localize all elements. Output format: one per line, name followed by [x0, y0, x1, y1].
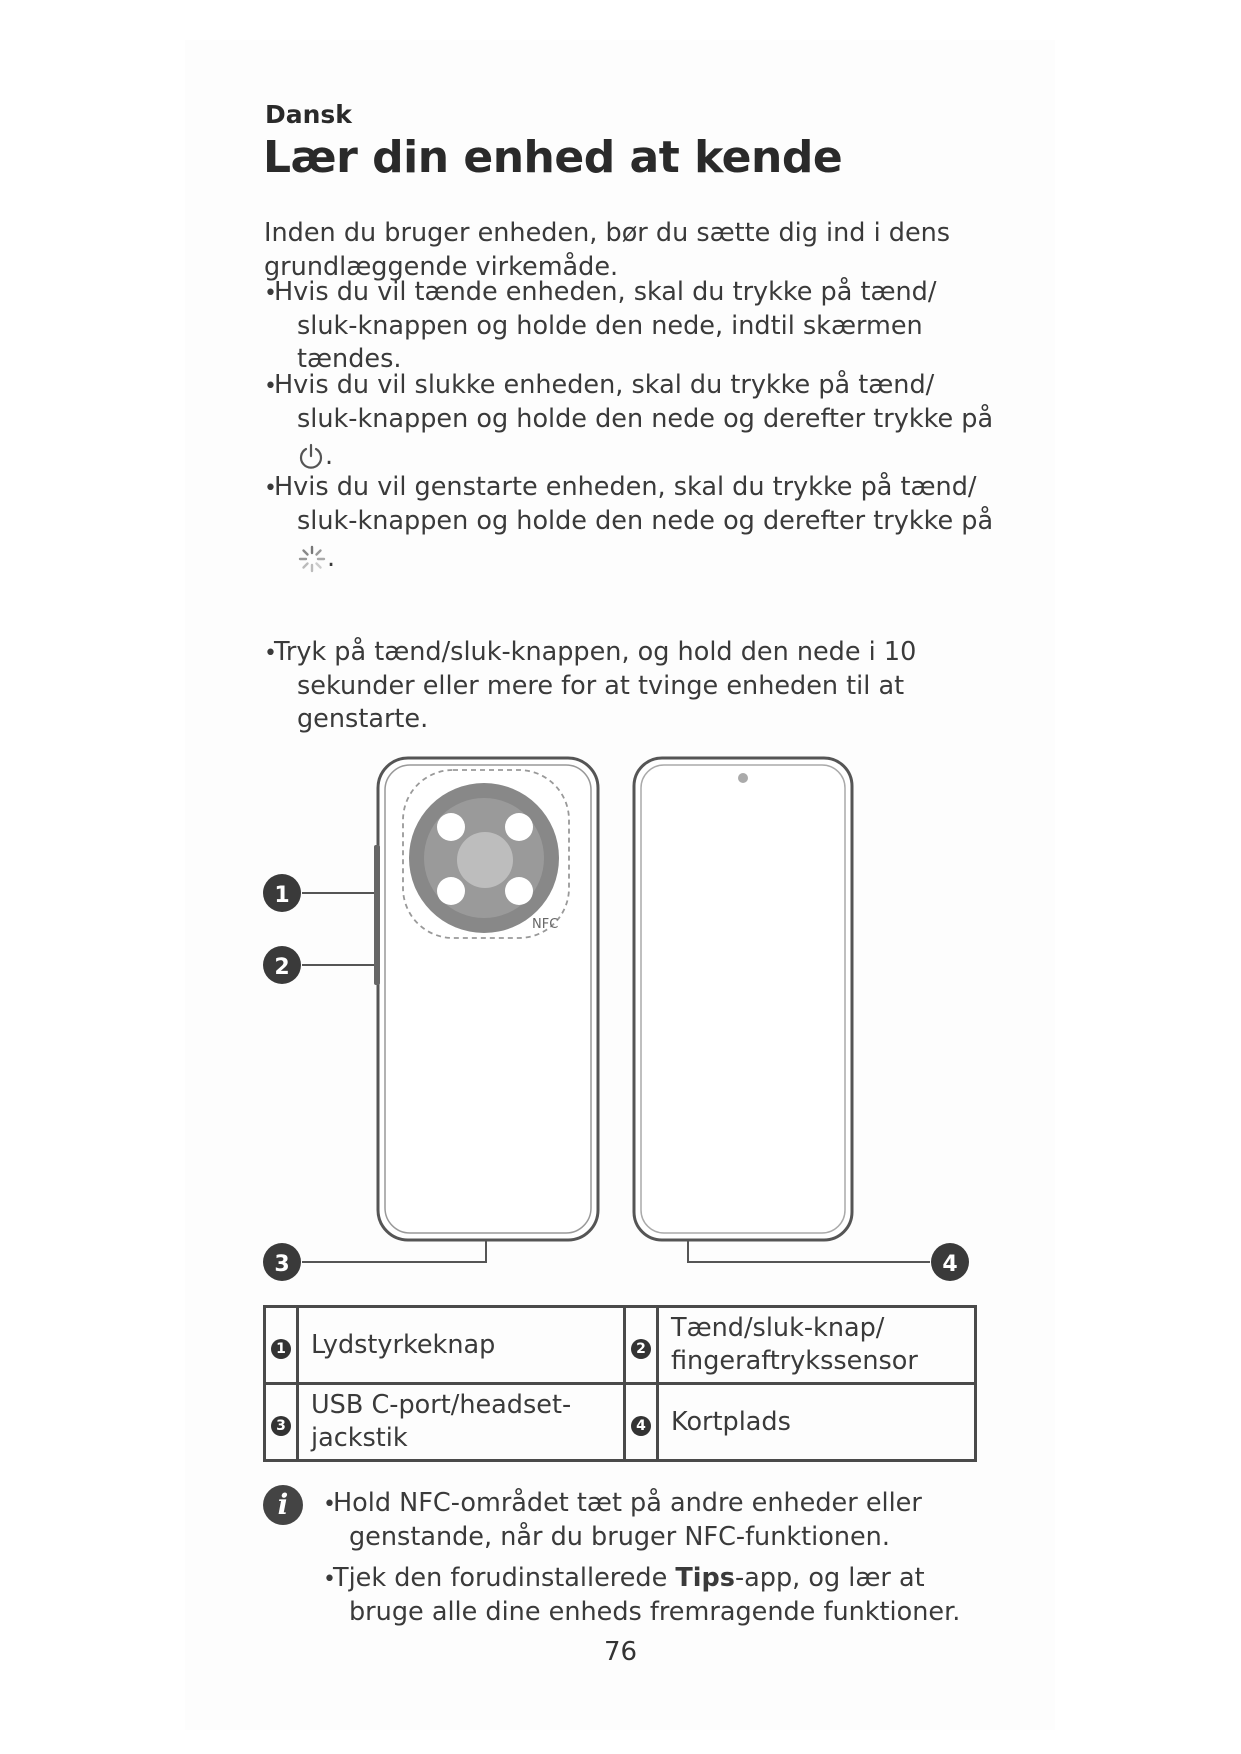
bullet-line: •Hvis du vil slukke enheden, skal du trykke på tænd/	[264, 370, 935, 400]
svg-text:1: 1	[274, 883, 290, 908]
legend-label: Lydstyrkeknap	[311, 1329, 496, 1360]
callout-4	[931, 1243, 969, 1281]
legend-number-cell	[625, 1384, 658, 1461]
intro-line: Inden du bruger enheden, bør du sætte dig ind i dens	[264, 218, 951, 248]
legend-badge: 2	[631, 1339, 651, 1359]
main-camera	[457, 832, 513, 888]
legend-label-cell	[298, 1307, 625, 1384]
legend-label: Kortplads	[671, 1406, 791, 1437]
bullet-line: sluk-knappen og holde den nede, indtil skærmen	[297, 311, 923, 341]
legend-label-cell	[298, 1384, 625, 1461]
bullet-line: sluk-knappen og holde den nede og derefter trykke på	[297, 506, 994, 536]
bullet-line: •Tryk på tænd/sluk-knappen, og hold den nede i 10	[264, 637, 917, 667]
svg-text:2: 2	[274, 955, 290, 980]
bullet-line: genstarte.	[297, 704, 429, 734]
note-nfc	[323, 1487, 1023, 1554]
legend-badge: 3	[271, 1416, 291, 1436]
legend-badge: 4	[631, 1416, 651, 1436]
legend-label: USB C-port/headset-	[311, 1390, 572, 1420]
note-line: genstande, når du bruger NFC-funktionen.	[349, 1522, 890, 1552]
phone-front	[634, 758, 852, 1240]
legend-number-cell	[625, 1307, 658, 1384]
bullet-line: tændes.	[297, 344, 402, 374]
legend-number-cell	[265, 1384, 298, 1461]
note-line: •Hold NFC-området tæt på andre enheder eller	[323, 1488, 922, 1518]
legend-badge: 1	[271, 1339, 291, 1359]
camera-lens	[505, 877, 533, 905]
bullet-line: sekunder eller mere for at tvinge enheden til at	[297, 671, 905, 701]
language-label: Dansk	[265, 100, 352, 129]
legend-number-cell	[265, 1307, 298, 1384]
camera-lens	[437, 877, 465, 905]
callout-2	[263, 946, 301, 984]
callout-1	[263, 874, 301, 912]
bullet-line: •Hvis du vil genstarte enheden, skal du trykke på tænd/	[264, 472, 977, 502]
bullet-line: sluk-knappen og holde den nede og derefter trykke på	[297, 404, 994, 434]
legend-label: fingeraftrykssensor	[671, 1346, 918, 1376]
bullet-line: .	[264, 538, 1024, 578]
svg-text:3: 3	[274, 1252, 290, 1277]
note-line: •Tjek den forudinstallerede Tips-app, og lær at	[323, 1563, 925, 1593]
camera-lens	[437, 813, 465, 841]
legend-label: Tænd/sluk-knap/	[671, 1313, 885, 1343]
legend-label-cell	[658, 1307, 976, 1384]
callout-3	[263, 1243, 301, 1281]
side-buttons	[374, 845, 380, 985]
legend-table	[263, 1305, 977, 1462]
table-row	[265, 1384, 976, 1461]
camera-lens	[505, 813, 533, 841]
legend-label-cell	[658, 1384, 976, 1461]
note-line: bruge alle dine enheds fremragende funktioner.	[349, 1597, 961, 1627]
phone-back	[374, 758, 598, 1240]
svg-text:4: 4	[942, 1252, 958, 1277]
bullet-line: .	[264, 436, 1024, 476]
table-row	[265, 1307, 976, 1384]
page-number: 76	[603, 1637, 638, 1667]
legend-label: jackstik	[311, 1423, 408, 1453]
nfc-label: NFC	[532, 917, 559, 932]
info-icon: i	[263, 1485, 303, 1525]
front-camera	[738, 773, 748, 783]
intro-line: grundlæggende virkemåde.	[264, 252, 619, 282]
tips-app-name: Tips	[675, 1563, 735, 1593]
page-title: Lær din enhed at kende	[263, 132, 843, 183]
note-tips	[323, 1562, 1023, 1629]
bullet-line: •Hvis du vil tænde enheden, skal du trykke på tænd/	[264, 277, 937, 307]
